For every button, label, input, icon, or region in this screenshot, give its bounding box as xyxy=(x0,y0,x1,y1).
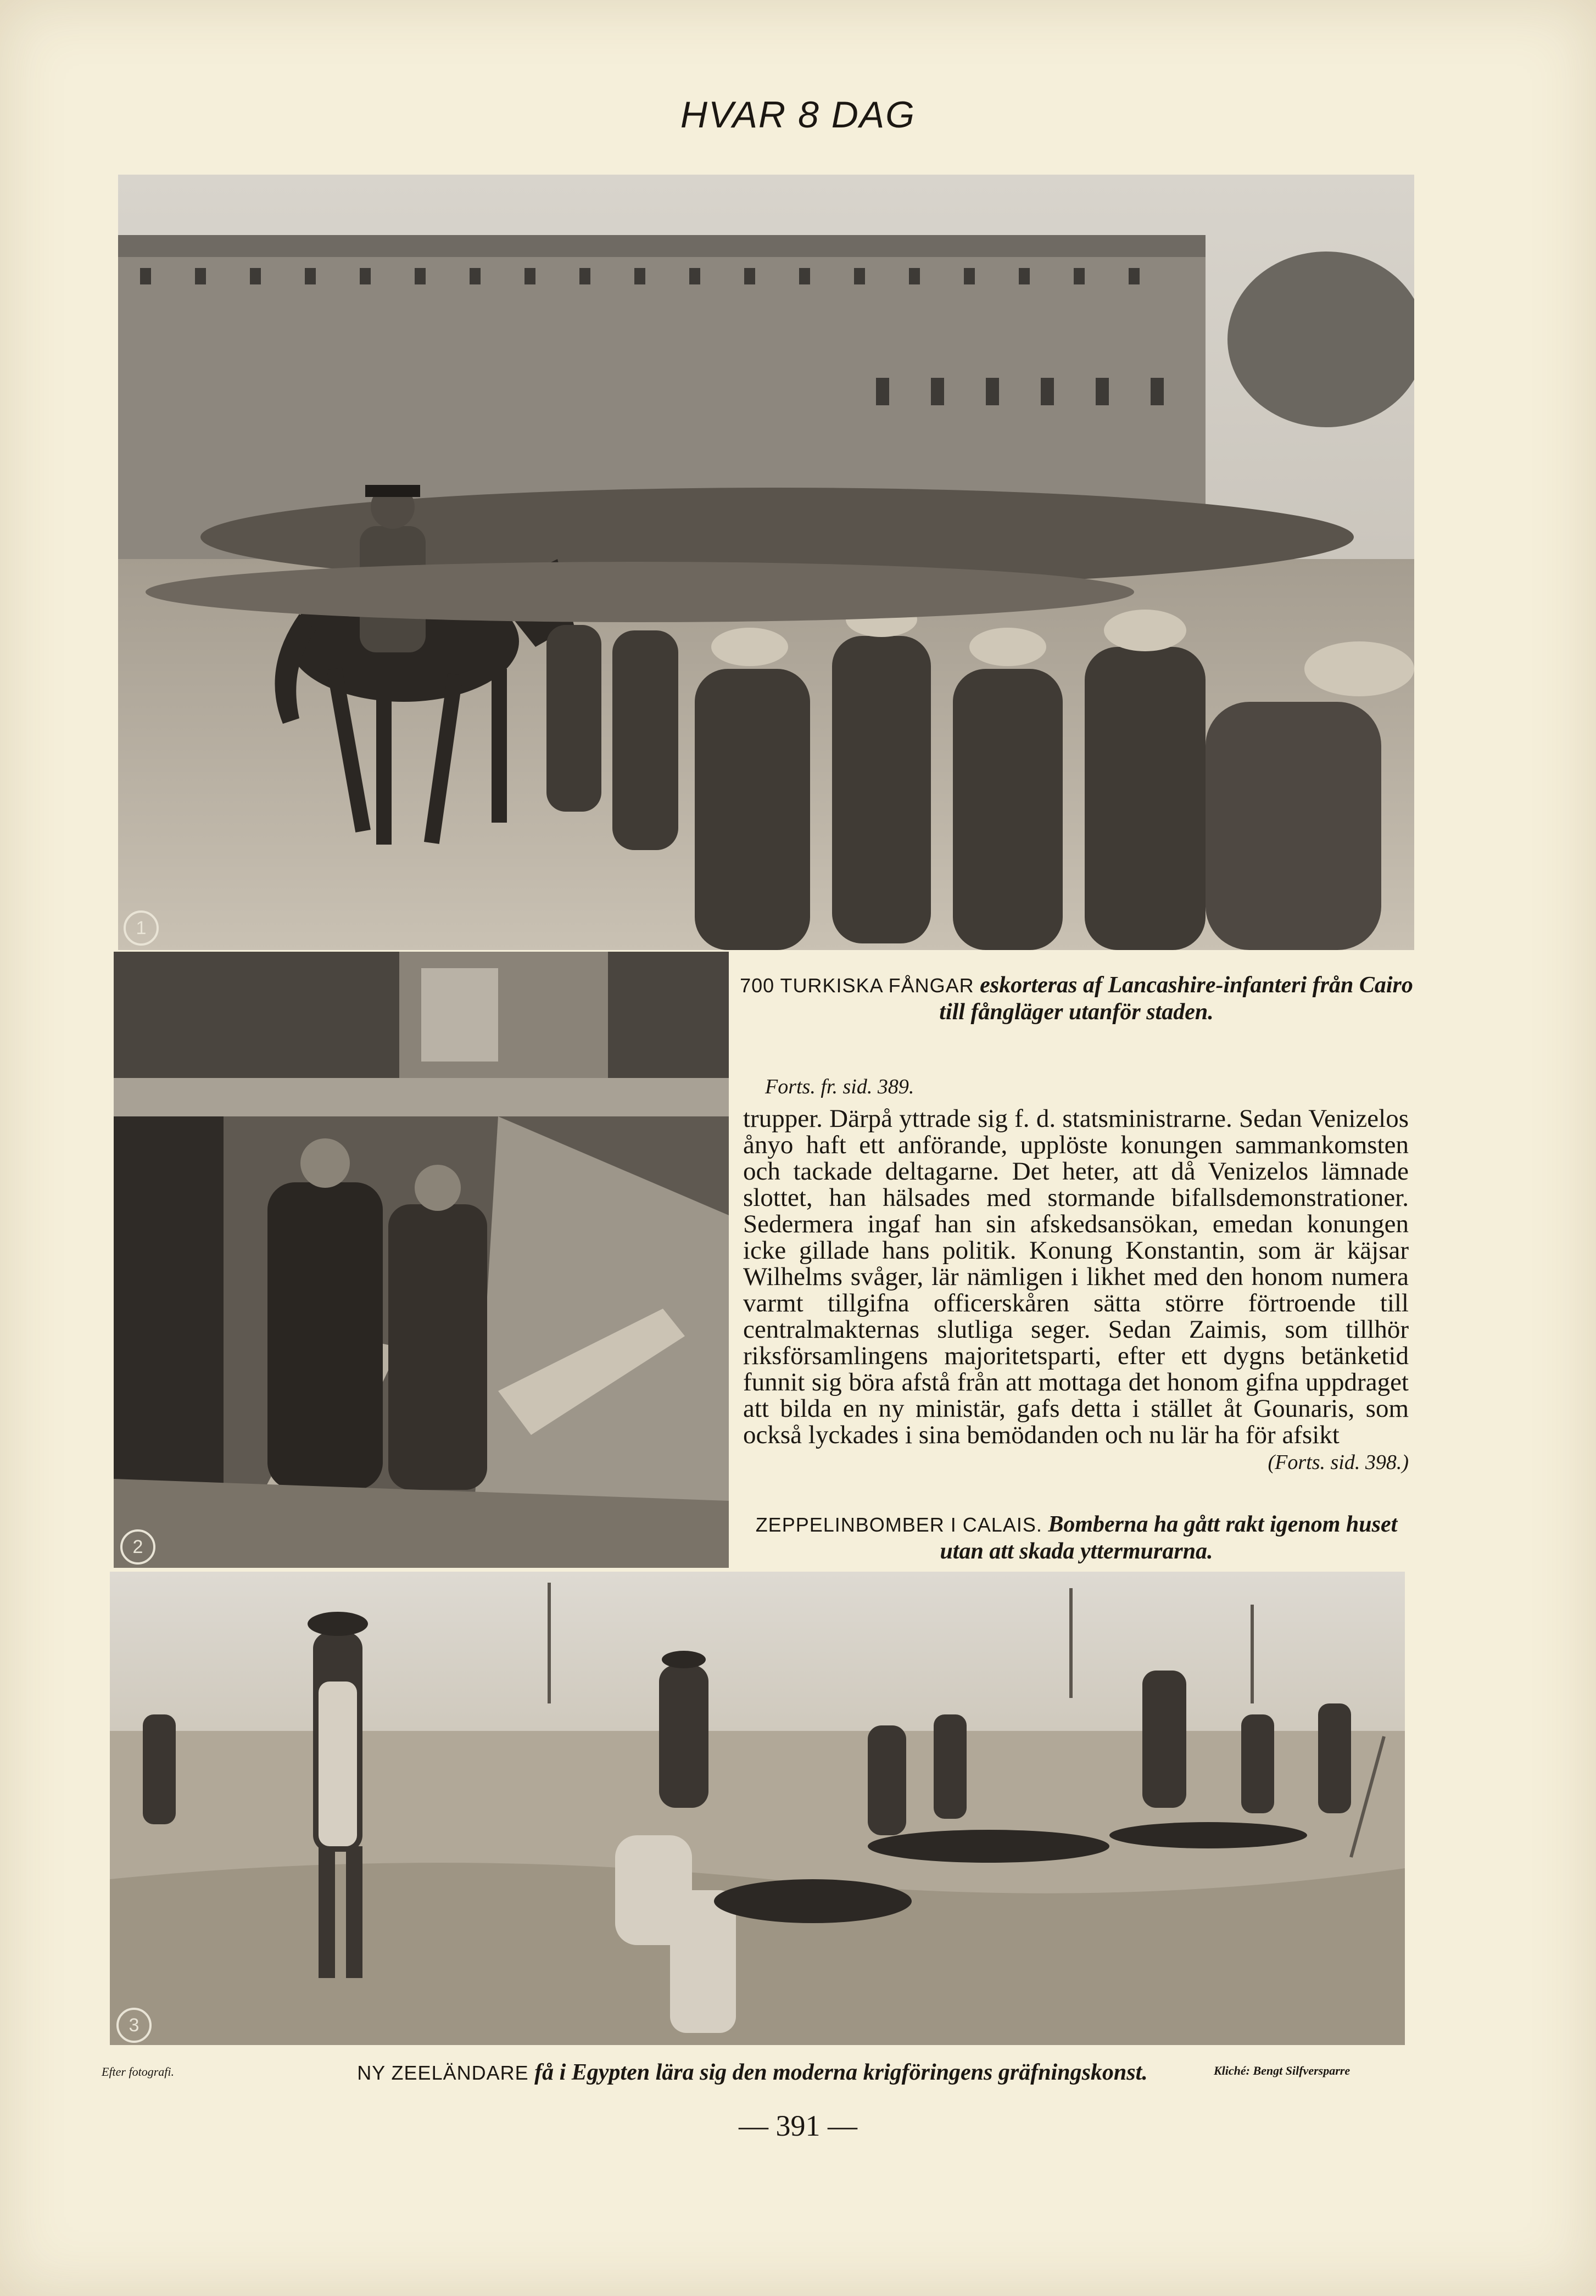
caption-prisoners-prefix: 700 TURKISKA FÅNGAR xyxy=(740,974,974,997)
photo-bombed-house xyxy=(114,952,729,1568)
photo-trench-diggers xyxy=(110,1572,1405,2045)
article-text: trupper. Därpå yttrade sig f. d. statsministrarne. Sedan Venizelos ånyo haft ett anförande, upplöste konungen sammankomsten och tackade deltagarne. Det heter, att då Venizelos lämnade slottet, han hälsades med stormande bifallsdemonstrationer. Sedermera ingaf han sin afskedsansökan, emedan konungen icke gillade hans politik. Konung Konstantin, som är käjsar Wilhelms svåger, lär nämligen i likhet med den honom numera varmt tillgifna officerskåren sätta större förtroende till centralmakternas slutliga seger. Sedan Zaimis, som tillhör riksförsamlingens majoritetsparti, efter ett dygns betänketid funnit sig böra afstå från att mottaga det honom gifna uppdraget att bilda en ny ministär, gafs detta i stället åt Gounaris, som också lyckades i sina bemödanden och nu lär ha för afsikt xyxy=(743,1104,1409,1449)
caption-new-zealanders-text: få i Egypten lära sig den moderna krigföringens gräfningskonst. xyxy=(534,2060,1148,2085)
continued-to-note: (Forts. sid. 398.) xyxy=(1268,1451,1409,1474)
photo-number-badge: 2 xyxy=(120,1529,155,1565)
caption-prisoners-text: eskorteras af Lancashire-infanteri från Cairo till fångläger utanför staden. xyxy=(939,973,1413,1025)
page-number: — 391 — xyxy=(739,2109,857,2142)
photo-number-badge: 3 xyxy=(116,2008,152,2043)
caption-new-zealanders-prefix: NY ZEELÄNDARE xyxy=(357,2062,529,2084)
continued-from-note: Forts. fr. sid. 389. xyxy=(765,1075,914,1098)
caption-zeppelin xyxy=(736,1511,1417,1565)
engraver-credit: Kliché: Bengt Silfversparre xyxy=(1214,2064,1351,2077)
photo-soldiers-march-icon xyxy=(118,175,1414,950)
masthead: HVAR 8 DAG xyxy=(680,94,916,136)
caption-zeppelin-prefix: ZEPPELINBOMBER I CALAIS. xyxy=(755,1513,1042,1536)
photo-credit: Efter fotografi. xyxy=(102,2065,174,2079)
photo-bombed-house-icon xyxy=(114,952,729,1568)
photo-trench-diggers-icon xyxy=(110,1572,1405,2045)
photo-number-badge: 1 xyxy=(124,910,159,946)
article-column xyxy=(743,1074,1409,1476)
caption-zeppelin-text: Bomberna ha gått rakt igenom huset utan att skada yttermurarna. xyxy=(940,1512,1398,1564)
photo-prisoners xyxy=(118,175,1414,950)
caption-prisoners xyxy=(736,972,1417,1025)
caption-new-zealanders xyxy=(319,2059,1186,2086)
